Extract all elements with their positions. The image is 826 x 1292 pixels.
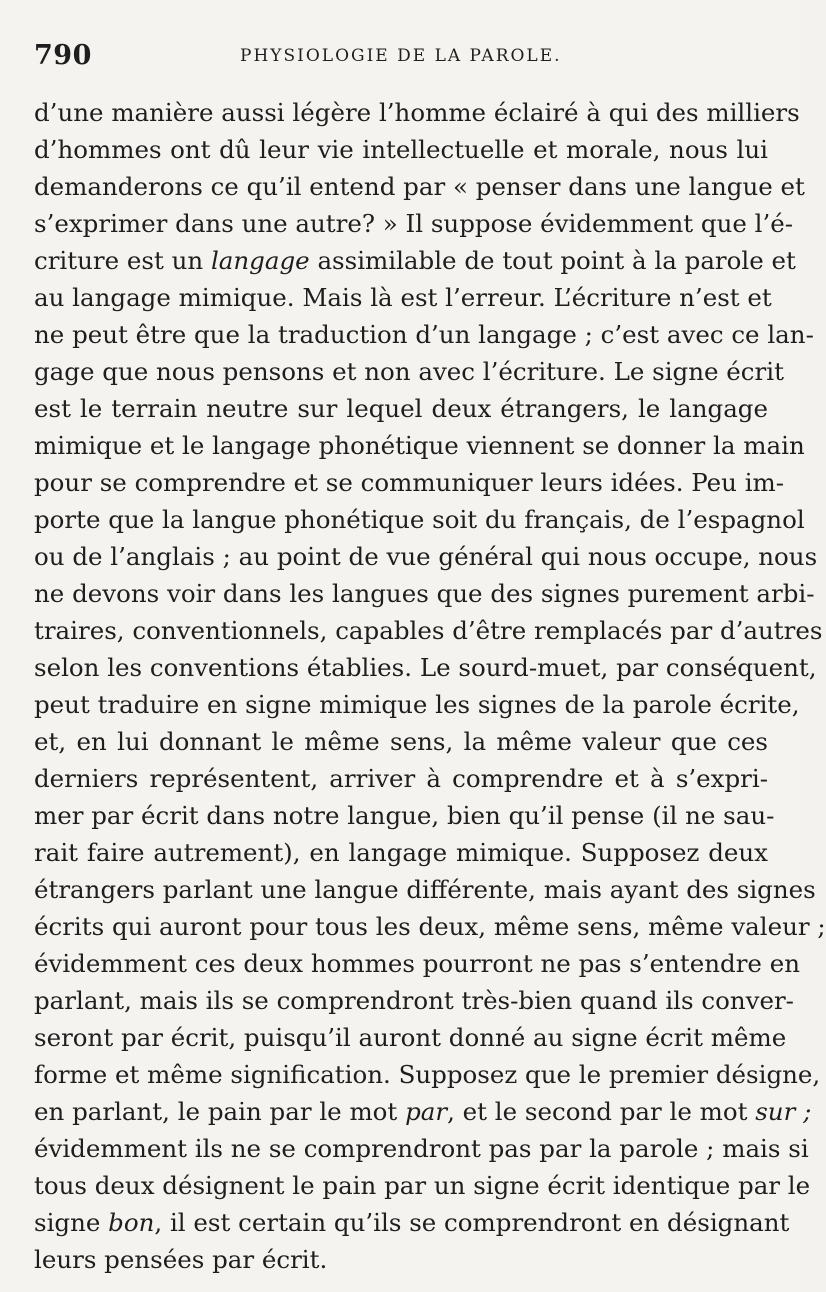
- text-segment: mer par écrit dans notre langue, bien qu’il pense (il ne sau-: [34, 801, 775, 830]
- italic-word: sur ;: [755, 1097, 812, 1126]
- text-line: [34, 612, 823, 649]
- text-segment: , et le second par le mot: [447, 1097, 756, 1126]
- text-line: [34, 945, 800, 982]
- text-segment: écrits qui auront pour tous les deux, même sens, même valeur ;: [34, 912, 826, 941]
- text-line: [34, 94, 800, 131]
- text-segment: étrangers parlant une langue différente, mais ayant des signes: [34, 875, 816, 904]
- page-number: 790: [34, 40, 92, 71]
- text-line: [34, 760, 768, 797]
- text-segment: et, en lui donnant le même sens, la même valeur que ces: [34, 727, 768, 756]
- text-segment: seront par écrit, puisqu’il auront donné au signe écrit même: [34, 1023, 787, 1052]
- text-line: [34, 1241, 768, 1278]
- text-line: [34, 501, 805, 538]
- text-line: [34, 390, 768, 427]
- text-segment: évidemment ces deux hommes pourront ne pas s’entendre en: [34, 949, 800, 978]
- body-text: [34, 94, 826, 1278]
- text-line: [34, 1167, 811, 1204]
- text-segment: signe: [34, 1208, 109, 1237]
- text-segment: ou de l’anglais ; au point de vue général qui nous occupe, nous: [34, 542, 818, 571]
- text-line: [34, 1204, 790, 1241]
- text-line: [34, 131, 768, 168]
- text-segment: derniers représentent, arriver à comprendre et à s’expri-: [34, 764, 768, 793]
- italic-word: langage: [210, 246, 310, 275]
- text-segment: ne devons voir dans les langues que des signes purement arbi-: [34, 579, 815, 608]
- text-segment: en parlant, le pain par le mot: [34, 1097, 406, 1126]
- text-segment: pour se comprendre et se communiquer leurs idées. Peu im-: [34, 468, 785, 497]
- text-segment: au langage mimique. Mais là est l’erreur. L’écriture n’est et: [34, 283, 772, 312]
- text-segment: tous deux désignent le pain par un signe écrit identique par le: [34, 1171, 811, 1200]
- text-line: [34, 797, 775, 834]
- text-segment: mimique et le langage phonétique viennent se donner la main: [34, 431, 805, 460]
- text-line: [34, 464, 785, 501]
- text-line: [34, 723, 768, 760]
- text-segment: porte que la langue phonétique soit du français, de l’espagnol: [34, 505, 805, 534]
- italic-word: bon: [108, 1208, 155, 1237]
- text-line: [34, 279, 772, 316]
- text-line: [34, 242, 796, 279]
- text-line: [34, 871, 816, 908]
- italic-word: par: [405, 1097, 448, 1126]
- text-line: [34, 205, 794, 242]
- text-line: [34, 1093, 812, 1130]
- text-segment: , il est certain qu’ils se comprendront en désignant: [154, 1208, 790, 1237]
- text-line: [34, 982, 794, 1019]
- text-segment: s’exprimer dans une autre? » Il suppose évidemment que l’é-: [34, 209, 794, 238]
- text-line: [34, 168, 805, 205]
- text-line: [34, 686, 800, 723]
- text-line: [34, 649, 817, 686]
- text-line: [34, 575, 815, 612]
- text-line: [34, 1130, 809, 1167]
- text-segment: traires, conventionnels, capables d’être remplacés par d’autres: [34, 616, 823, 645]
- text-line: [34, 353, 784, 390]
- text-segment: parlant, mais ils se comprendront très-bien quand ils conver-: [34, 986, 794, 1015]
- page-header: [30, 40, 770, 76]
- text-segment: assimilable de tout point à la parole et: [309, 246, 796, 275]
- text-segment: leurs pensées par écrit.: [34, 1245, 328, 1274]
- running-title: PHYSIOLOGIE DE LA PAROLE.: [240, 46, 562, 66]
- text-segment: criture est un: [34, 246, 211, 275]
- text-segment: forme et même signification. Supposez que le premier désigne,: [34, 1060, 821, 1089]
- text-line: [34, 316, 814, 353]
- text-line: [34, 1019, 787, 1056]
- text-segment: gage que nous pensons et non avec l’écriture. Le signe écrit: [34, 357, 784, 386]
- text-line: [34, 834, 768, 871]
- text-line: [34, 427, 805, 464]
- text-segment: rait faire autrement), en langage mimique. Supposez deux: [34, 838, 768, 867]
- text-segment: selon les conventions établies. Le sourd-muet, par conséquent,: [34, 653, 817, 682]
- text-segment: demanderons ce qu’il entend par « penser dans une langue et: [34, 172, 805, 201]
- text-segment: peut traduire en signe mimique les signes de la parole écrite,: [34, 690, 800, 719]
- text-segment: ne peut être que la traduction d’un langage ; c’est avec ce lan-: [34, 320, 814, 349]
- text-segment: d’une manière aussi légère l’homme éclairé à qui des milliers: [34, 98, 800, 127]
- text-segment: est le terrain neutre sur lequel deux étrangers, le langage: [34, 394, 768, 423]
- text-line: [34, 538, 818, 575]
- text-line: [34, 1056, 821, 1093]
- text-segment: d’hommes ont dû leur vie intellectuelle et morale, nous lui: [34, 135, 768, 164]
- text-segment: évidemment ils ne se comprendront pas par la parole ; mais si: [34, 1134, 809, 1163]
- text-line: [34, 908, 826, 945]
